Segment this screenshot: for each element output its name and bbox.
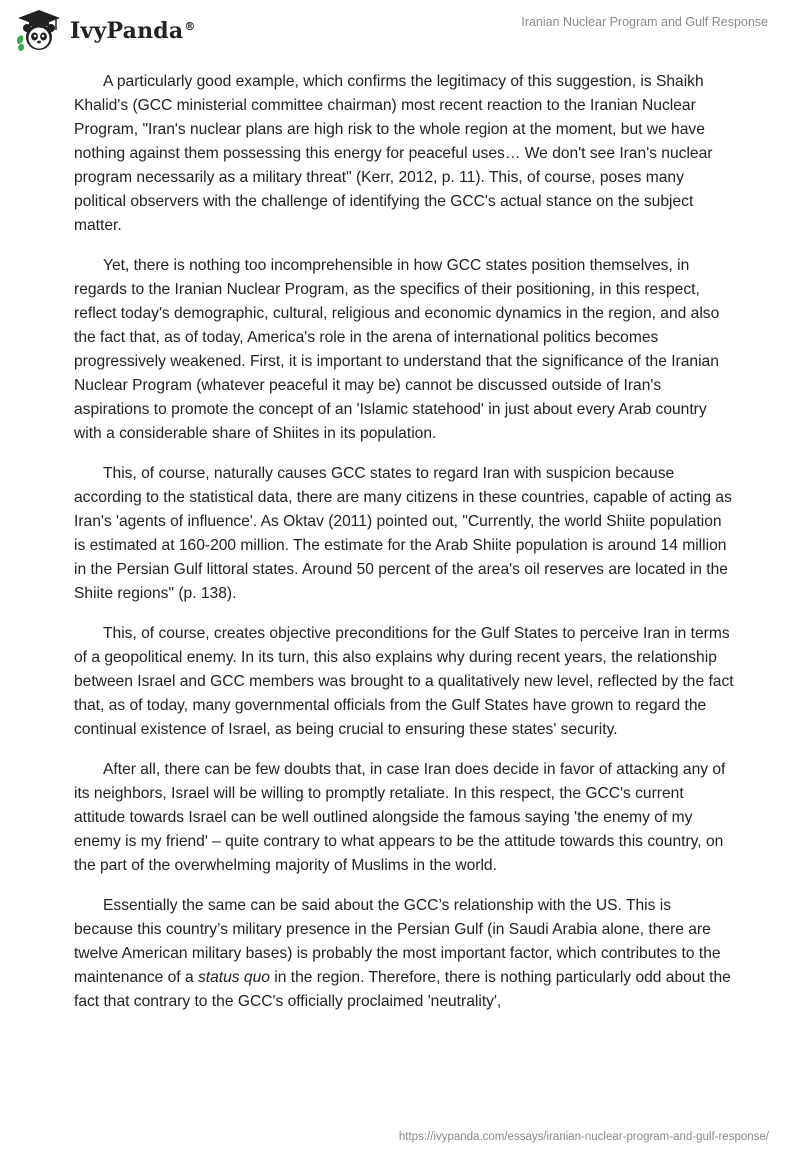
brand-name: IvyPanda® bbox=[70, 18, 196, 44]
paragraph-5: After all, there can be few doubts that, in case Iran does decide in favor of attacking any of its neighbors, Israel will be willing to promptly retaliate. In this respect, the GCC's current attitude towards Israel can be well outlined alongside the famous saying 'the enemy of my enemy is my friend' – quite contrary to what appears to be the attitude towards this country, on the part of the overwhelming majority of Muslims in the world. bbox=[74, 761, 726, 874]
document-title: Iranian Nuclear Program and Gulf Response bbox=[521, 15, 768, 29]
paragraph-6 bbox=[74, 894, 734, 1014]
page-header bbox=[0, 0, 800, 60]
essay-body bbox=[74, 70, 734, 1030]
panda-graduate-icon bbox=[14, 8, 64, 54]
paragraph-3: This, of course, naturally causes GCC states to regard Iran with suspicion because according to the statistical data, there are many citizens in these countries, capable of acting as Iran's 'agents of influence'. As Oktav (2011) pointed out, "Currently, the world Shiite population is estimated at 160-200 million. The estimate for the Arab Shiite population is around 14 million in the Persian Gulf littoral states. Around 50 percent of the area's oil reserves are located in the Shiite regions" (p. 138). bbox=[74, 465, 732, 602]
paragraph-2: Yet, there is nothing too incomprehensible in how GCC states position themselves, in regards to the Iranian Nuclear Program, as the specifics of their positioning, in this respect, reflect today's demographic, cultural, religious and economic dynamics in the region, and also the fact that, as of today, America's role in the arena of international politics becomes progressively weakened. First, it is important to understand that the significance of the Iranian Nuclear Program (whatever peaceful it may be) cannot be discussed outside of Iran's aspirations to promote the concept of an 'Islamic statehood' in just about every Arab country with a considerable share of Shiites in its population. bbox=[74, 257, 720, 442]
paragraph-6-text-before: Essentially the same can be said about the GCC’s relationship with the US. This is because this country’s military presence in the Persian Gulf (in Saudi Arabia alone, there are twelve American military bases) is probably the most important factor, which contributes to the maintenance of a bbox=[74, 897, 721, 986]
paragraph-4: This, of course, creates objective preconditions for the Gulf States to perceive Iran in terms of a geopolitical enemy. In its turn, this also explains why during recent years, the relationship between Israel and GCC members was brought to a qualitatively new level, reflected by the fact that, as of today, many governmental officials from the Gulf States have grown to regard the continual existence of Israel, as being crucial to ensuring these states' security. bbox=[74, 625, 734, 738]
ivypanda-logo[interactable] bbox=[14, 8, 196, 54]
paragraph-6-italic-term: status quo bbox=[197, 969, 270, 986]
paragraph-1: A particularly good example, which confirms the legitimacy of this suggestion, is Shaikh Khalid's (GCC ministerial committee chairman) most recent reaction to the Iranian Nuclear Program, "Iran's nuclear plans are high risk to the whole region at the moment, but we have nothing against them possessing this energy for peaceful uses… We don't see Iran's nuclear program necessarily as a military threat" (Kerr, 2012, p. 11). This, of course, poses many political observers with the challenge of identifying the GCC's actual stance on the subject matter. bbox=[74, 73, 713, 234]
registered-mark: ® bbox=[184, 19, 196, 33]
source-url[interactable]: https://ivypanda.com/essays/iranian-nuclear-program-and-gulf-response/ bbox=[398, 1131, 769, 1143]
paragraph-6-text-after: in the region. Therefore, there is nothing particularly odd about the fact that contrary to the GCC's officially proclaimed 'neutrality', bbox=[74, 969, 731, 1010]
